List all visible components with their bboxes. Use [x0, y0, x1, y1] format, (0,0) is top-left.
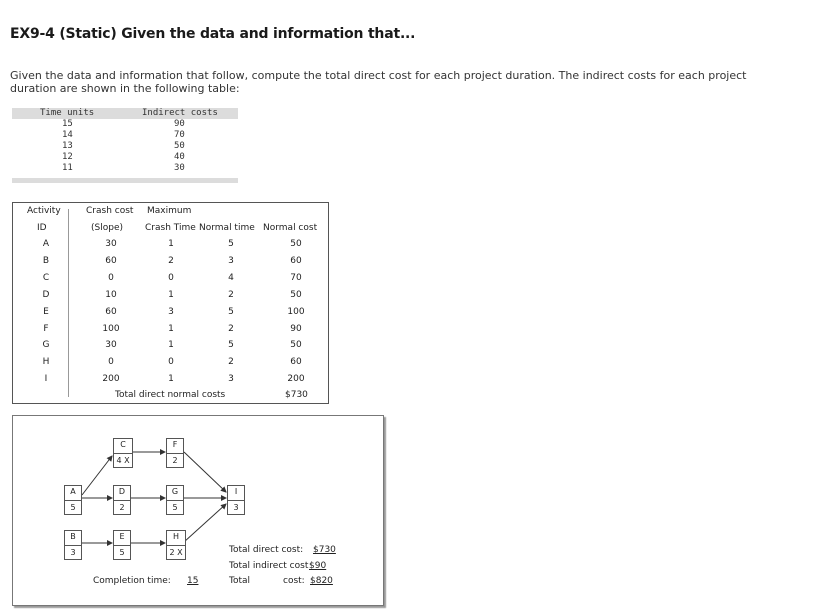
- normal-time-cell: 3: [228, 374, 234, 385]
- node-b: [64, 530, 82, 560]
- indirect-cost-cell: 40: [174, 152, 185, 162]
- activity-id-cell: D: [42, 289, 50, 300]
- crash-cost-cell: 200: [102, 374, 120, 385]
- node-label: A: [70, 487, 76, 496]
- activity-id-cell: G: [42, 340, 50, 351]
- max-crash-time-cell: 1: [168, 289, 174, 300]
- maximum-header: Maximum: [147, 206, 192, 216]
- normal-time-cell: 2: [228, 323, 234, 334]
- normal-cost-cell: 100: [287, 306, 305, 317]
- total-indirect-cost-label: Total indirect cost: [229, 561, 309, 571]
- normal-cost-cell: 50: [290, 340, 302, 351]
- completion-time-value: 15: [187, 576, 199, 586]
- page-title: EX9-4 (Static) Given the data and information that...: [10, 26, 416, 42]
- node-e: [113, 530, 131, 560]
- max-crash-time-cell: 0: [168, 357, 174, 368]
- max-crash-time-cell: 0: [168, 272, 174, 283]
- crash-cost-cell: 0: [108, 272, 114, 283]
- crash-time-header: Crash Time: [145, 223, 196, 233]
- completion-time-label: Completion time:: [93, 576, 171, 586]
- slope-header: (Slope): [91, 223, 123, 233]
- crash-cost-cell: 30: [105, 239, 117, 249]
- arrow-h-to-i: [184, 504, 226, 542]
- node-d: [113, 485, 131, 515]
- normal-time-cell: 3: [228, 255, 234, 266]
- project-network-diagram: [12, 415, 384, 606]
- time-units-cell: 15: [62, 119, 73, 129]
- table-row: [12, 119, 238, 130]
- time-units-header: Time units: [40, 108, 95, 118]
- activity-id-cell: H: [42, 357, 50, 368]
- column-divider: [68, 209, 69, 397]
- arrow-f-to-i: [184, 452, 226, 492]
- normal-time-cell: 5: [228, 340, 234, 351]
- normal-cost-cell: 70: [290, 272, 302, 283]
- max-crash-time-cell: 1: [168, 340, 174, 351]
- crash-cost-cell: 30: [105, 340, 117, 351]
- total-cost-label: Total: [229, 576, 251, 586]
- crash-cost-header: Crash cost: [86, 206, 134, 216]
- table-row: [12, 152, 238, 163]
- total-cost-value: $820: [310, 576, 333, 586]
- node-f: [166, 438, 184, 468]
- crash-cost-cell: 60: [105, 306, 117, 317]
- indirect-cost-cell: 30: [174, 163, 185, 173]
- indirect-table-header: [12, 108, 238, 119]
- node-duration: 2: [114, 500, 130, 515]
- max-crash-time-cell: 1: [168, 323, 174, 334]
- node-duration: 2: [167, 453, 183, 468]
- activity-table: [12, 202, 329, 404]
- crash-cost-cell: 60: [105, 255, 117, 266]
- problem-description: Given the data and information that follow, compute the total direct cost for each project duration. The indirect costs for each project duration are shown in the following table:: [10, 69, 747, 95]
- node-duration: 5: [167, 500, 183, 515]
- crash-cost-cell: 100: [102, 323, 120, 334]
- crash-cost-cell: 10: [105, 289, 117, 300]
- normal-cost-cell: 90: [290, 323, 302, 334]
- node-label: E: [119, 532, 125, 541]
- activity-id-cell: C: [42, 272, 50, 283]
- time-units-cell: 14: [62, 130, 73, 140]
- normal-cost-cell: 50: [290, 289, 302, 300]
- node-label: I: [234, 487, 238, 496]
- max-crash-time-cell: 1: [168, 374, 174, 385]
- crash-cost-cell: 0: [108, 357, 114, 368]
- node-label: H: [172, 532, 179, 541]
- normal-time-cell: 2: [228, 357, 234, 368]
- node-h: [166, 530, 186, 560]
- total-cost-suffix-label: cost:: [283, 576, 305, 586]
- normal-cost-cell: 200: [287, 374, 305, 385]
- activity-id-cell: A: [42, 239, 50, 249]
- node-duration: 5: [114, 545, 130, 560]
- total-direct-normal-costs-label: Total direct normal costs: [115, 390, 226, 400]
- time-units-cell: 13: [62, 141, 73, 151]
- activity-id-cell: I: [44, 374, 48, 385]
- time-units-cell: 12: [62, 152, 73, 162]
- activity-header: Activity: [27, 206, 61, 216]
- node-g: [166, 485, 184, 515]
- table-footer-bar: [12, 178, 238, 183]
- activity-id-cell: B: [42, 255, 50, 266]
- normal-cost-cell: 50: [290, 239, 302, 249]
- arrow-a-to-c: [82, 456, 112, 495]
- normal-time-header: Normal time: [199, 223, 255, 233]
- activity-id-cell: F: [43, 323, 49, 334]
- node-duration: 3: [228, 500, 244, 515]
- normal-time-cell: 4: [228, 272, 234, 283]
- node-duration: 2 X: [167, 545, 185, 560]
- max-crash-time-cell: 1: [168, 239, 174, 249]
- node-label: B: [70, 532, 76, 541]
- node-label: G: [171, 487, 179, 496]
- normal-time-cell: 5: [228, 239, 234, 249]
- node-duration: 5: [65, 500, 81, 515]
- normal-cost-header: Normal cost: [263, 223, 318, 233]
- normal-time-cell: 5: [228, 306, 234, 317]
- normal-time-cell: 2: [228, 289, 234, 300]
- node-c: [113, 438, 133, 468]
- total-direct-cost-label: Total direct cost:: [229, 545, 304, 555]
- node-a: [64, 485, 82, 515]
- node-label: D: [118, 487, 126, 496]
- table-row: [12, 130, 238, 141]
- total-indirect-cost-value: $90: [309, 561, 327, 571]
- node-duration: 3: [65, 545, 81, 560]
- node-label: C: [120, 440, 126, 449]
- time-units-cell: 11: [62, 163, 73, 173]
- indirect-cost-cell: 90: [174, 119, 185, 129]
- total-direct-cost-value: $730: [313, 545, 336, 555]
- id-header: ID: [37, 223, 47, 233]
- max-crash-time-cell: 3: [168, 306, 174, 317]
- normal-cost-cell: 60: [290, 357, 302, 368]
- node-label: F: [172, 440, 178, 449]
- indirect-costs-header: Indirect costs: [142, 108, 218, 118]
- normal-cost-cell: 60: [290, 255, 302, 266]
- indirect-cost-cell: 50: [174, 141, 185, 151]
- total-direct-normal-costs-value: $730: [285, 390, 308, 400]
- table-row: [12, 141, 238, 152]
- node-i: [227, 485, 245, 515]
- indirect-cost-cell: 70: [174, 130, 185, 140]
- activity-id-cell: E: [43, 306, 49, 317]
- table-row: [12, 163, 238, 174]
- indirect-costs-table: [12, 108, 238, 183]
- node-duration: 4 X: [114, 453, 132, 468]
- max-crash-time-cell: 2: [168, 255, 174, 266]
